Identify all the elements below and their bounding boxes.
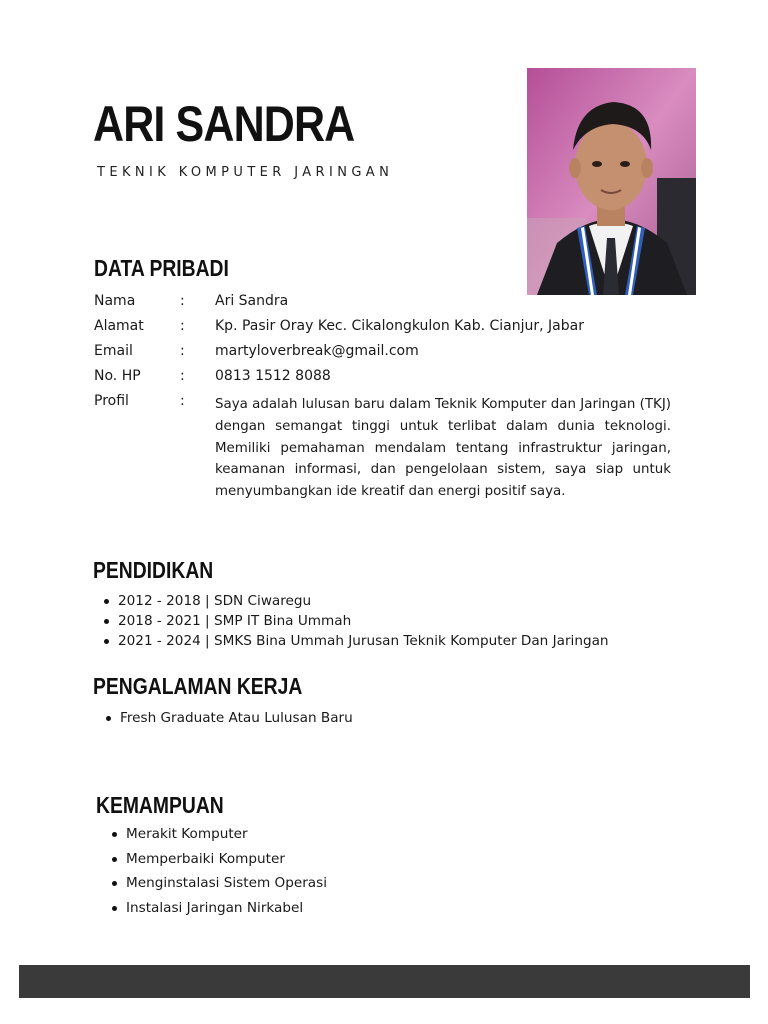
person-name: ARI SANDRA [93, 96, 355, 152]
list-item: 2012 - 2018 | SDN Ciwaregu [118, 591, 609, 611]
list-item: Memperbaiki Komputer [126, 847, 327, 872]
experience-list [120, 708, 353, 728]
info-separator: : [180, 368, 185, 384]
info-label: No. HP [94, 368, 141, 384]
pengalaman-title: PENGALAMAN KERJA [93, 673, 303, 699]
list-item: 2018 - 2021 | SMP IT Bina Ummah [118, 611, 609, 631]
info-separator: : [180, 343, 185, 359]
list-item: Menginstalasi Sistem Operasi [126, 871, 327, 896]
info-separator: : [180, 293, 185, 309]
info-separator: : [180, 318, 185, 334]
info-separator: : [180, 393, 185, 409]
info-label: Email [94, 343, 133, 359]
info-value: 0813 1512 8088 [215, 368, 331, 384]
list-item: Fresh Graduate Atau Lulusan Baru [120, 710, 353, 726]
info-label: Profil [94, 393, 129, 409]
info-value: martyloverbreak@gmail.com [215, 343, 419, 359]
profile-photo [527, 68, 696, 295]
profil-description: Saya adalah lulusan baru dalam Teknik Komputer dan Jaringan (TKJ) dengan semangat tinggi untuk terlibat dalam dunia teknologi. Memiliki pemahaman mendalam tentang infrastruktur jaringan, keamanan informasi, dan pengelolaan sistem, saya siap untuk menyumbangkan ide kreatif dan energi positif saya. [215, 397, 671, 500]
pendidikan-title: PENDIDIKAN [93, 557, 214, 583]
list-item: Merakit Komputer [126, 822, 327, 847]
footer-bar [19, 965, 750, 998]
info-value: Ari Sandra [215, 293, 289, 309]
education-list [118, 591, 609, 651]
list-item: Instalasi Jaringan Nirkabel [126, 896, 327, 921]
info-label: Nama [94, 293, 136, 309]
skills-list [126, 822, 327, 920]
data-pribadi-title: DATA PRIBADI [94, 255, 229, 281]
info-label: Alamat [94, 318, 144, 334]
job-title: TEKNIK KOMPUTER JARINGAN [97, 165, 394, 180]
info-value: Kp. Pasir Oray Kec. Cikalongkulon Kab. Cianjur, Jabar [215, 318, 584, 334]
kemampuan-title: KEMAMPUAN [96, 792, 224, 818]
list-item: 2021 - 2024 | SMKS Bina Ummah Jurusan Teknik Komputer Dan Jaringan [118, 633, 609, 649]
